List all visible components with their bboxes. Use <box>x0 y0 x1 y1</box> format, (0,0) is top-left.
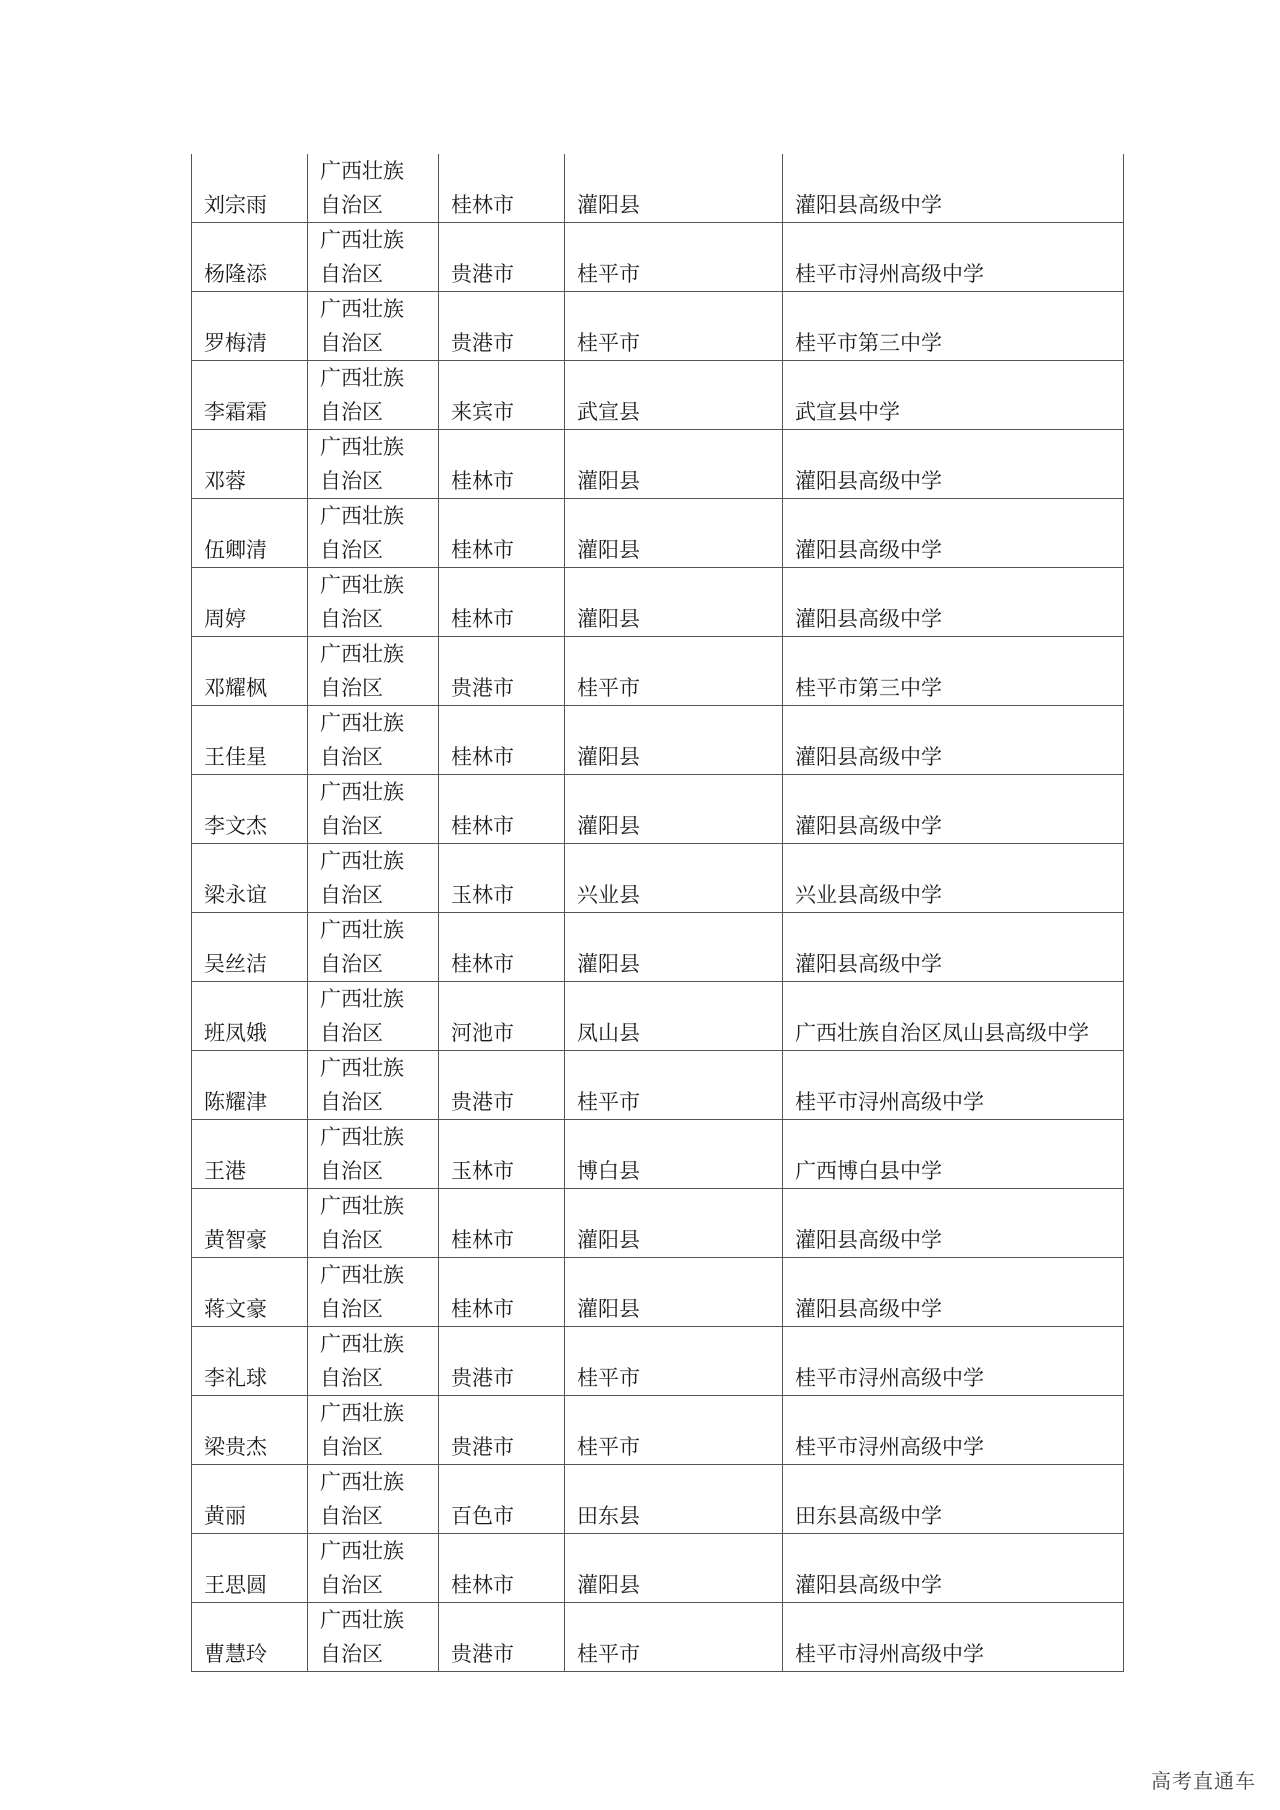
province-line-1: 广西壮族 <box>320 711 404 735</box>
province-cell <box>308 499 439 568</box>
student-name-cell: 李礼球 <box>192 1327 308 1396</box>
province-line-1: 广西壮族 <box>320 1125 404 1149</box>
province-line-1: 广西壮族 <box>320 1194 404 1218</box>
student-name-cell: 刘宗雨 <box>192 154 308 223</box>
table-row <box>192 1465 1124 1534</box>
province-cell <box>308 154 439 223</box>
student-name-cell: 邓蓉 <box>192 430 308 499</box>
table-row <box>192 913 1124 982</box>
county-cell: 灌阳县 <box>565 499 783 568</box>
county-cell: 灌阳县 <box>565 706 783 775</box>
province-line-2: 自治区 <box>320 1435 383 1459</box>
county-cell: 桂平市 <box>565 292 783 361</box>
student-name-cell: 罗梅清 <box>192 292 308 361</box>
table-row <box>192 361 1124 430</box>
city-cell: 来宾市 <box>439 361 565 430</box>
table-row <box>192 1396 1124 1465</box>
province-line-2: 自治区 <box>320 469 383 493</box>
city-cell: 桂林市 <box>439 154 565 223</box>
province-line-2: 自治区 <box>320 193 383 217</box>
province-cell <box>308 706 439 775</box>
city-cell: 百色市 <box>439 1465 565 1534</box>
roster-table-body <box>192 154 1124 1672</box>
table-row <box>192 499 1124 568</box>
province-cell <box>308 1327 439 1396</box>
student-name-cell: 王思圆 <box>192 1534 308 1603</box>
school-cell: 兴业县高级中学 <box>783 844 1124 913</box>
province-line-1: 广西壮族 <box>320 1263 404 1287</box>
city-cell: 河池市 <box>439 982 565 1051</box>
province-line-1: 广西壮族 <box>320 297 404 321</box>
county-cell: 灌阳县 <box>565 568 783 637</box>
school-cell: 广西壮族自治区凤山县高级中学 <box>783 982 1124 1051</box>
county-cell: 桂平市 <box>565 1051 783 1120</box>
province-cell <box>308 1258 439 1327</box>
city-cell: 桂林市 <box>439 913 565 982</box>
province-line-2: 自治区 <box>320 400 383 424</box>
county-cell: 桂平市 <box>565 1327 783 1396</box>
province-line-2: 自治区 <box>320 1297 383 1321</box>
province-line-2: 自治区 <box>320 331 383 355</box>
province-line-1: 广西壮族 <box>320 159 404 183</box>
province-line-2: 自治区 <box>320 262 383 286</box>
county-cell: 灌阳县 <box>565 913 783 982</box>
student-name-cell: 王佳星 <box>192 706 308 775</box>
county-cell: 凤山县 <box>565 982 783 1051</box>
province-line-1: 广西壮族 <box>320 780 404 804</box>
province-cell <box>308 223 439 292</box>
province-line-1: 广西壮族 <box>320 1539 404 1563</box>
city-cell: 桂林市 <box>439 430 565 499</box>
table-row <box>192 1051 1124 1120</box>
province-line-2: 自治区 <box>320 1228 383 1252</box>
province-cell <box>308 1534 439 1603</box>
school-cell: 灌阳县高级中学 <box>783 706 1124 775</box>
city-cell: 桂林市 <box>439 775 565 844</box>
county-cell: 桂平市 <box>565 223 783 292</box>
table-row <box>192 1189 1124 1258</box>
province-line-2: 自治区 <box>320 1090 383 1114</box>
county-cell: 兴业县 <box>565 844 783 913</box>
province-line-1: 广西壮族 <box>320 1401 404 1425</box>
table-row <box>192 430 1124 499</box>
province-line-2: 自治区 <box>320 814 383 838</box>
student-name-cell: 曹慧玲 <box>192 1603 308 1672</box>
table-row <box>192 775 1124 844</box>
student-name-cell: 梁贵杰 <box>192 1396 308 1465</box>
student-name-cell: 班凤娥 <box>192 982 308 1051</box>
school-cell: 广西博白县中学 <box>783 1120 1124 1189</box>
school-cell: 灌阳县高级中学 <box>783 1189 1124 1258</box>
student-name-cell: 黄丽 <box>192 1465 308 1534</box>
county-cell: 博白县 <box>565 1120 783 1189</box>
table-row <box>192 844 1124 913</box>
province-line-2: 自治区 <box>320 1642 383 1666</box>
city-cell: 玉林市 <box>439 844 565 913</box>
city-cell: 桂林市 <box>439 1534 565 1603</box>
school-cell: 桂平市浔州高级中学 <box>783 1051 1124 1120</box>
school-cell: 桂平市第三中学 <box>783 637 1124 706</box>
city-cell: 贵港市 <box>439 1396 565 1465</box>
city-cell: 玉林市 <box>439 1120 565 1189</box>
table-row <box>192 292 1124 361</box>
table-row <box>192 982 1124 1051</box>
student-name-cell: 吴丝洁 <box>192 913 308 982</box>
province-cell <box>308 775 439 844</box>
province-line-1: 广西壮族 <box>320 987 404 1011</box>
school-cell: 桂平市第三中学 <box>783 292 1124 361</box>
county-cell: 田东县 <box>565 1465 783 1534</box>
table-row <box>192 154 1124 223</box>
table-row <box>192 568 1124 637</box>
student-name-cell: 杨隆添 <box>192 223 308 292</box>
province-cell <box>308 982 439 1051</box>
school-cell: 桂平市浔州高级中学 <box>783 223 1124 292</box>
table-row <box>192 706 1124 775</box>
county-cell: 灌阳县 <box>565 1258 783 1327</box>
student-name-cell: 伍卿清 <box>192 499 308 568</box>
county-cell: 桂平市 <box>565 1603 783 1672</box>
province-cell <box>308 1189 439 1258</box>
county-cell: 灌阳县 <box>565 775 783 844</box>
province-cell <box>308 292 439 361</box>
province-line-2: 自治区 <box>320 952 383 976</box>
city-cell: 桂林市 <box>439 706 565 775</box>
county-cell: 灌阳县 <box>565 430 783 499</box>
province-line-1: 广西壮族 <box>320 1608 404 1632</box>
student-name-cell: 李霜霜 <box>192 361 308 430</box>
province-line-1: 广西壮族 <box>320 642 404 666</box>
watermark-text: 高考直通车 <box>1151 1769 1256 1793</box>
county-cell: 桂平市 <box>565 637 783 706</box>
province-cell <box>308 913 439 982</box>
province-line-2: 自治区 <box>320 1573 383 1597</box>
student-name-cell: 王港 <box>192 1120 308 1189</box>
province-line-2: 自治区 <box>320 1366 383 1390</box>
province-line-1: 广西壮族 <box>320 1056 404 1080</box>
student-name-cell: 梁永谊 <box>192 844 308 913</box>
province-line-1: 广西壮族 <box>320 918 404 942</box>
county-cell: 灌阳县 <box>565 1534 783 1603</box>
province-line-2: 自治区 <box>320 538 383 562</box>
province-line-1: 广西壮族 <box>320 849 404 873</box>
student-name-cell: 邓耀枫 <box>192 637 308 706</box>
city-cell: 贵港市 <box>439 637 565 706</box>
school-cell: 灌阳县高级中学 <box>783 154 1124 223</box>
city-cell: 贵港市 <box>439 1603 565 1672</box>
school-cell: 桂平市浔州高级中学 <box>783 1603 1124 1672</box>
table-row <box>192 1327 1124 1396</box>
province-cell <box>308 1120 439 1189</box>
school-cell: 灌阳县高级中学 <box>783 913 1124 982</box>
province-cell <box>308 1051 439 1120</box>
city-cell: 贵港市 <box>439 292 565 361</box>
city-cell: 贵港市 <box>439 1051 565 1120</box>
city-cell: 桂林市 <box>439 499 565 568</box>
province-cell <box>308 1396 439 1465</box>
province-line-1: 广西壮族 <box>320 366 404 390</box>
province-line-1: 广西壮族 <box>320 573 404 597</box>
table-row <box>192 1603 1124 1672</box>
province-line-2: 自治区 <box>320 1504 383 1528</box>
county-cell: 灌阳县 <box>565 154 783 223</box>
school-cell: 灌阳县高级中学 <box>783 775 1124 844</box>
province-line-2: 自治区 <box>320 676 383 700</box>
province-line-2: 自治区 <box>320 745 383 769</box>
student-name-cell: 周婷 <box>192 568 308 637</box>
province-line-1: 广西壮族 <box>320 1470 404 1494</box>
city-cell: 贵港市 <box>439 223 565 292</box>
city-cell: 桂林市 <box>439 1189 565 1258</box>
province-cell <box>308 361 439 430</box>
province-line-1: 广西壮族 <box>320 504 404 528</box>
school-cell: 武宣县中学 <box>783 361 1124 430</box>
province-line-1: 广西壮族 <box>320 1332 404 1356</box>
province-line-2: 自治区 <box>320 1159 383 1183</box>
student-name-cell: 黄智豪 <box>192 1189 308 1258</box>
province-line-2: 自治区 <box>320 607 383 631</box>
table-row <box>192 1258 1124 1327</box>
city-cell: 贵港市 <box>439 1327 565 1396</box>
school-cell: 桂平市浔州高级中学 <box>783 1396 1124 1465</box>
province-cell <box>308 1603 439 1672</box>
city-cell: 桂林市 <box>439 1258 565 1327</box>
school-cell: 灌阳县高级中学 <box>783 499 1124 568</box>
school-cell: 灌阳县高级中学 <box>783 1534 1124 1603</box>
city-cell: 桂林市 <box>439 568 565 637</box>
table-row <box>192 1534 1124 1603</box>
table-row <box>192 223 1124 292</box>
student-name-cell: 陈耀津 <box>192 1051 308 1120</box>
province-cell <box>308 430 439 499</box>
table-row <box>192 1120 1124 1189</box>
school-cell: 灌阳县高级中学 <box>783 1258 1124 1327</box>
student-name-cell: 李文杰 <box>192 775 308 844</box>
county-cell: 灌阳县 <box>565 1189 783 1258</box>
table-row <box>192 637 1124 706</box>
province-cell <box>308 637 439 706</box>
student-name-cell: 蒋文豪 <box>192 1258 308 1327</box>
province-line-1: 广西壮族 <box>320 228 404 252</box>
province-cell <box>308 568 439 637</box>
province-cell <box>308 844 439 913</box>
school-cell: 田东县高级中学 <box>783 1465 1124 1534</box>
province-cell <box>308 1465 439 1534</box>
roster-table <box>191 154 1124 1672</box>
county-cell: 武宣县 <box>565 361 783 430</box>
county-cell: 桂平市 <box>565 1396 783 1465</box>
province-line-1: 广西壮族 <box>320 435 404 459</box>
school-cell: 灌阳县高级中学 <box>783 430 1124 499</box>
school-cell: 灌阳县高级中学 <box>783 568 1124 637</box>
province-line-2: 自治区 <box>320 883 383 907</box>
school-cell: 桂平市浔州高级中学 <box>783 1327 1124 1396</box>
province-line-2: 自治区 <box>320 1021 383 1045</box>
